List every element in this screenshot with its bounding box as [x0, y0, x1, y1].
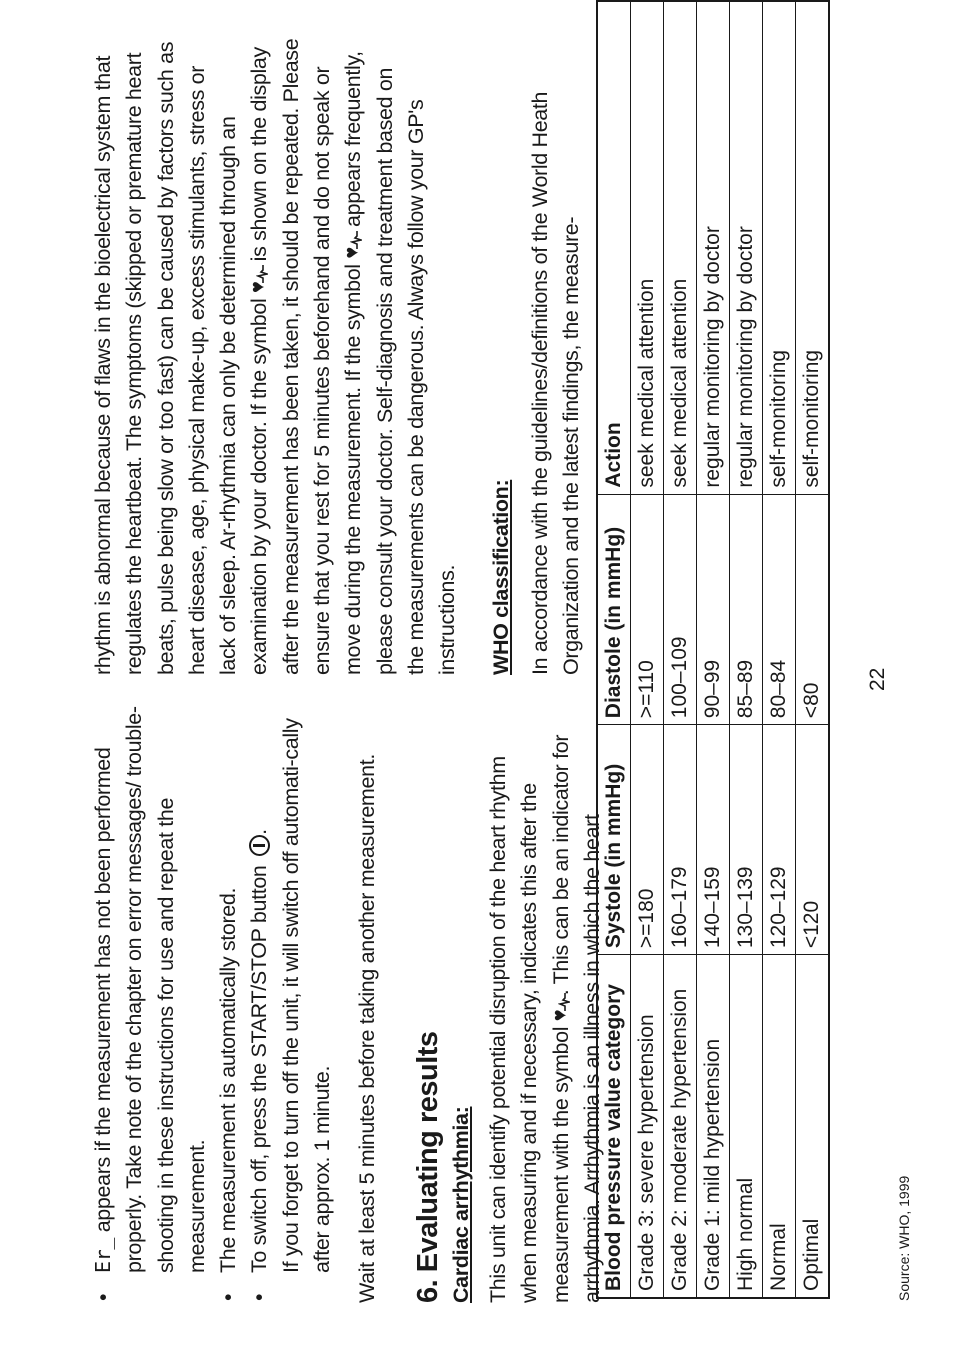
auto-off-text: If you forget to turn off the unit, it will switch off automati-cally after approx. 1 minute. — [278, 718, 335, 1273]
cell-action: seek medical attention — [631, 1, 664, 494]
cell-diastole: 80–84 — [763, 494, 796, 725]
subheading-cardiac-arrhythmia: Cardiac arrhythmia: — [448, 1106, 473, 1303]
bullet-switch-off-text: To switch off, press the START/STOP button — [247, 859, 272, 1273]
continued-text-c: appears frequently, please consult your doctor. Self-diagnosis and treatment based on the measurements can be dangerous. Always follow your GP's instructions. — [341, 51, 460, 675]
cell-systole: >=180 — [631, 725, 664, 955]
header-action: Action — [597, 1, 631, 494]
bullet-error-text: appears if the measurement has not been performed properly. Take note of the chapter on error messages/ trouble-shooting in these instructions for use and repeat the measurement. — [91, 706, 209, 1273]
page-number: 22 — [866, 667, 889, 691]
arrhythmia-text-b: . This can be an indicator for arrhythmia. Arrhythmia is an illness in which the heart — [548, 734, 604, 1303]
cell-category: Optimal — [796, 955, 830, 1298]
cell-diastole: >=110 — [631, 494, 664, 725]
cell-systole: 120–129 — [763, 725, 796, 955]
heart-pulse-icon: ♥ — [344, 233, 362, 259]
who-table-container — [596, 0, 830, 1299]
right-column — [88, 35, 587, 675]
cell-systole: <120 — [796, 725, 830, 955]
bullet-dot: • — [91, 1293, 115, 1301]
bullet-dot: • — [216, 1293, 241, 1301]
who-heading: WHO classification: — [488, 479, 513, 675]
header-category: Blood pressure value category — [597, 955, 631, 1298]
cell-action: regular monitoring by doctor — [697, 1, 730, 494]
cell-diastole: <80 — [796, 494, 830, 725]
cell-category: Normal — [763, 955, 796, 1298]
header-diastole: Diastole (in mmHg) — [597, 494, 631, 725]
table-row — [730, 1, 763, 1298]
cell-systole: 140–159 — [697, 725, 730, 955]
cell-action: seek medical attention — [664, 1, 697, 494]
left-column — [88, 703, 608, 1303]
cell-diastole: 100–109 — [664, 494, 697, 725]
who-classification-table — [596, 0, 830, 1299]
table-row — [763, 1, 796, 1298]
section-title: 6. Evaluating results — [411, 1031, 444, 1303]
heart-pulse-icon: ♥ — [250, 267, 268, 293]
table-row — [697, 1, 730, 1298]
bullet-switch-off — [244, 703, 275, 1303]
cell-action: self-monitoring — [763, 1, 796, 494]
continued-text-b: is shown on the display after the measurement has been taken, it should be repeated. Please ensure that you rest for 5 minutes beforehand and do not speak or move during the measurement. If the symbol — [247, 38, 366, 675]
table-row — [631, 1, 664, 1298]
cell-action: regular monitoring by doctor — [730, 1, 763, 494]
continued-text-a: rhythm is abnormal because of flaws in the bioelectrical system that regulates the heartbeat. The symptoms (skipped or premature heart beats, pulse being slow or too fast) can be caused by factors such as heart disease, age, physical make-up, excess stimulants, stress or lack of sleep. Ar-rhythmia can only be determined through an examination by your doctor. If the symbol — [91, 41, 272, 675]
period: . — [247, 829, 272, 835]
bullet-stored-text: The measurement is automatically stored. — [216, 887, 241, 1273]
who-paragraph: In accordance with the guidelines/definitions of the World Heath Organization and the latest findings, the measure- — [527, 91, 584, 675]
cell-category: Grade 2: moderate hypertension — [664, 955, 697, 1298]
cell-diastole: 90–99 — [697, 494, 730, 725]
cell-systole: 130–139 — [730, 725, 763, 955]
cell-category: Grade 1: mild hypertension — [697, 955, 730, 1298]
bullet-dot: • — [247, 1293, 272, 1301]
arrhythmia-paragraph — [483, 703, 608, 1303]
power-button-icon — [249, 835, 270, 856]
cell-action: self-monitoring — [796, 1, 830, 494]
heart-pulse-icon: ♥ — [552, 995, 570, 1021]
wait-paragraph: Wait at least 5 minutes before taking another measurement. — [355, 754, 380, 1303]
auto-off-paragraph — [276, 703, 339, 1303]
arrhythmia-text-a: This unit can identify potential disruption of the heart rhythm when measuring and if necessary, indicates this after the measurement with the symbol — [485, 756, 573, 1303]
table-row — [796, 1, 830, 1298]
cell-category: High normal — [730, 955, 763, 1298]
source-note: Source: WHO, 1999 — [896, 1175, 912, 1301]
table-row — [664, 1, 697, 1298]
table-header-row — [597, 1, 631, 1298]
error-code: Er_ — [91, 1237, 115, 1273]
arrhythmia-continued-paragraph — [88, 35, 464, 675]
header-systole: Systole (in mmHg) — [597, 725, 631, 955]
cell-category: Grade 3: severe hypertension — [631, 955, 664, 1298]
bullet-error — [88, 703, 213, 1303]
cell-systole: 160–179 — [664, 725, 697, 955]
cell-diastole: 85–89 — [730, 494, 763, 725]
bullet-stored — [213, 703, 244, 1303]
